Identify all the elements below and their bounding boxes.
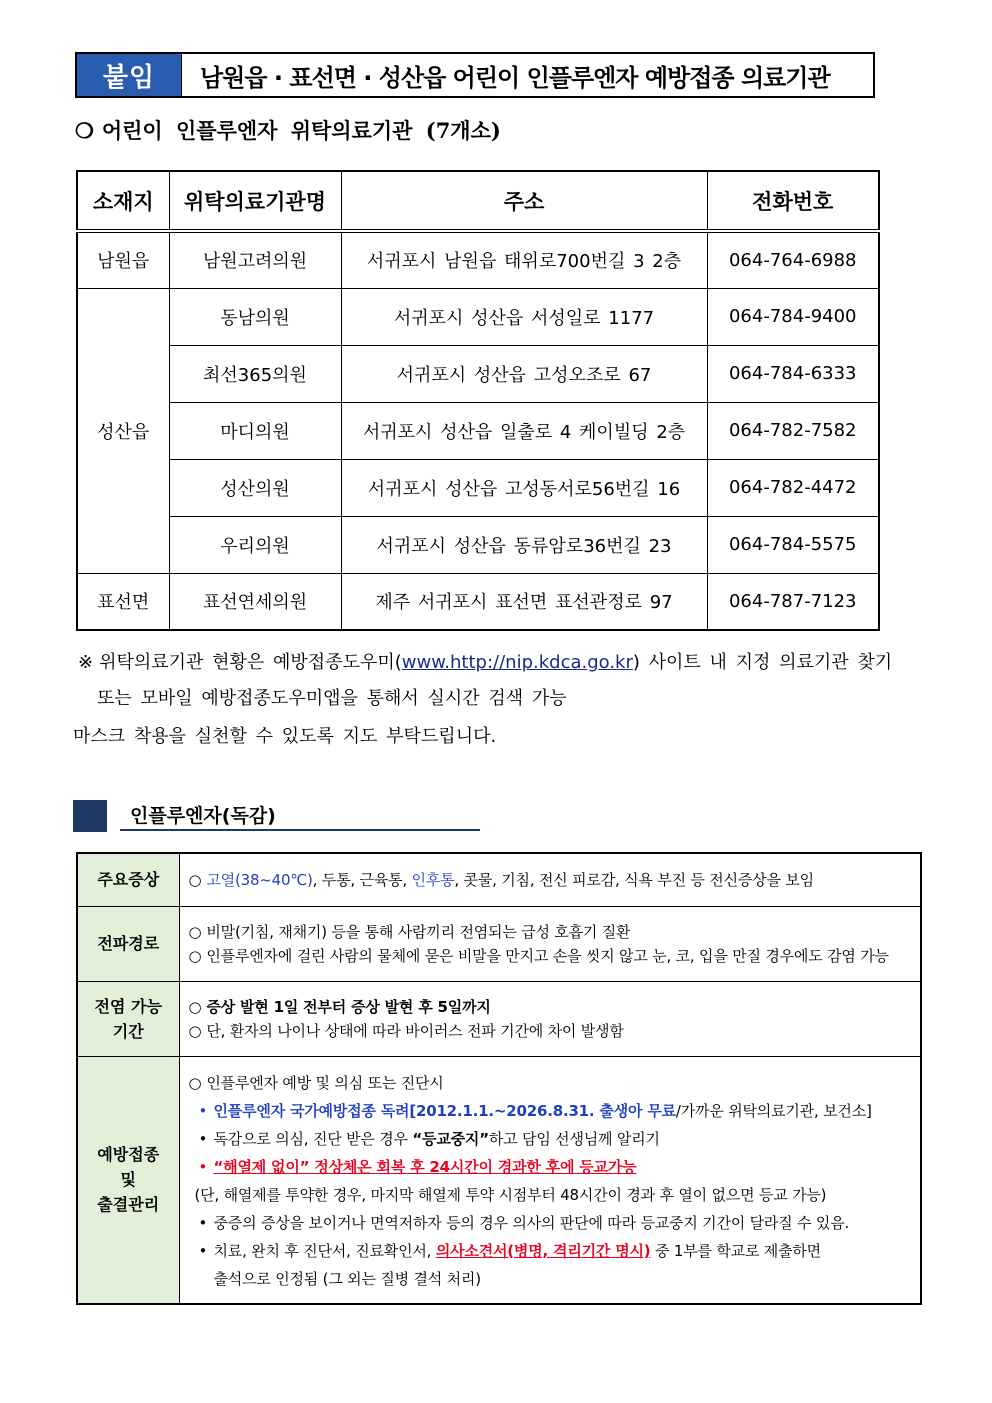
suspected-case-text: 하고 담임 선생님께 알리기	[488, 1129, 660, 1148]
clinic-address: 서귀포시 성산읍 일출로 4 케이빌딩 2층	[341, 402, 707, 459]
table-row	[77, 1056, 921, 1304]
suspected-case-text: 독감으로 의심, 진단 받은 경우	[213, 1129, 413, 1148]
row-label-symptoms: 주요증상	[77, 853, 179, 906]
vaccination-helper-link[interactable]: www.http://nip.kdca.go.kr	[401, 652, 633, 673]
table-row	[77, 906, 921, 981]
bullet-icon: •	[198, 1157, 208, 1176]
documents-text: 중 1부를 학교로 제출하면	[650, 1241, 821, 1260]
circle-bullet-icon: ○	[188, 922, 202, 941]
contagious-period-content	[179, 981, 921, 1056]
clinics-heading-text: 어린이 인플루엔자 위탁의료기관 (7개소)	[101, 118, 501, 143]
clinic-phone: 064-764-6988	[707, 231, 879, 288]
region-cell: 표선면	[77, 573, 169, 630]
transmission-text: 인플루엔자에 걸린 사람의 물체에 묻은 비말을 만지고 손을 씻지 않고 눈, 코, 입을 만질 경우에도 감염 가능	[206, 946, 889, 965]
symptoms-text: , 두통, 근육통,	[312, 871, 412, 890]
note-text-before-link: 위탁의료기관 현황은 예방접종도우미(	[99, 652, 402, 673]
clinic-phone: 064-782-4472	[707, 459, 879, 516]
prevention-intro-line	[189, 1069, 921, 1097]
contagious-period-line	[189, 1019, 921, 1043]
documents-text: 치료, 완치 후 진단서, 진료확인서,	[213, 1241, 436, 1260]
contagious-period-text: 증상 발현 1일 전부터 증상 발현 후 5일까지	[206, 997, 491, 1016]
section-circle-icon: ❍	[75, 118, 94, 143]
clinic-address: 서귀포시 성산읍 서성일로 1177	[341, 288, 707, 345]
sore-throat-highlight: 인후통	[411, 871, 455, 890]
mask-guidance-text: 마스크 착용을 실천할 수 있도록 지도 부탁드립니다.	[73, 726, 497, 747]
transmission-line	[189, 920, 921, 944]
note-text-after-link: ) 사이트 내 지정 의료기관 찾기	[632, 652, 893, 673]
label-line: 및	[120, 1170, 136, 1190]
clinic-name: 마디의원	[169, 402, 341, 459]
influenza-section-heading: 인플루엔자(독감)	[130, 805, 276, 827]
circle-bullet-icon: ○	[188, 871, 202, 890]
header-region: 소재지	[77, 171, 169, 231]
clinic-phone: 064-784-9400	[707, 288, 879, 345]
school-suspension-emphasis: “등교중지”	[412, 1129, 489, 1148]
documents-line	[199, 1237, 921, 1265]
label-line: 출결관리	[97, 1195, 160, 1215]
antipyretic-note: (단, 해열제를 투약한 경우, 마지막 해열제 투약 시점부터 48시간이 경과 후 열이 없으면 등교 가능)	[194, 1185, 827, 1204]
transmission-content	[179, 906, 921, 981]
table-row	[77, 573, 879, 630]
table-row	[77, 516, 879, 573]
prevention-intro-text: 인플루엔자 예방 및 의심 또는 진단시	[206, 1073, 444, 1092]
document-header	[75, 52, 875, 98]
label-line: 기간	[112, 1021, 144, 1041]
bullet-icon: •	[198, 1101, 208, 1120]
table-row	[77, 231, 879, 288]
circle-bullet-icon: ○	[188, 1073, 202, 1092]
clinic-address: 제주 서귀포시 표선면 표선관정로 97	[341, 573, 707, 630]
circle-bullet-icon: ○	[188, 1021, 202, 1040]
return-rule-line	[199, 1153, 921, 1181]
bullet-icon: •	[198, 1213, 208, 1232]
clinic-name: 성산의원	[169, 459, 341, 516]
row-label-prevention-attendance	[77, 1056, 179, 1304]
row-label-contagious-period	[77, 981, 179, 1056]
document-title: 남원읍 · 표선면 · 성산읍 어린이 인플루엔자 예방접종 의료기관	[200, 63, 830, 92]
clinics-section-heading	[75, 116, 501, 146]
influenza-info-table	[76, 852, 922, 1305]
clinic-phone: 064-782-7582	[707, 402, 879, 459]
clinic-table-header-row	[77, 171, 879, 231]
clinic-name: 표선연세의원	[169, 573, 341, 630]
severe-cases-line	[199, 1209, 921, 1237]
section-square-icon	[73, 800, 107, 832]
clinic-address: 서귀포시 성산읍 고성동서로56번길 16	[341, 459, 707, 516]
documents-continued: 출석으로 인정됨 (그 외는 질병 결석 처리)	[213, 1269, 481, 1288]
circle-bullet-icon: ○	[188, 997, 202, 1016]
label-line: 예방접종	[97, 1145, 160, 1165]
suspected-case-line	[199, 1125, 921, 1153]
clinic-address: 서귀포시 남원읍 태위로700번길 3 2층	[341, 231, 707, 288]
reference-note	[78, 651, 892, 675]
return-rule-text: “해열제 없이” 정상체온 회복 후 24시간이 경과한 후에 등교가능	[213, 1157, 637, 1176]
doctor-opinion-emphasis: 의사소견서(병명, 격리기간 명시)	[435, 1241, 651, 1260]
clinic-phone: 064-784-6333	[707, 345, 879, 402]
clinic-name: 남원고려의원	[169, 231, 341, 288]
prevention-attendance-content	[179, 1056, 921, 1304]
vaccination-emphasis: 인플루엔자 국가예방접종 독려[2012.1.1.~2026.8.31. 출생아 무료	[213, 1101, 676, 1120]
header-phone: 전화번호	[707, 171, 879, 231]
clinic-address: 서귀포시 성산읍 고성오조로 67	[341, 345, 707, 402]
region-cell: 남원읍	[77, 231, 169, 288]
section-heading-underline	[120, 829, 480, 831]
transmission-text: 비말(기침, 재채기) 등을 통해 사람끼리 전염되는 급성 호흡기 질환	[206, 922, 631, 941]
clinic-name: 최선365의원	[169, 345, 341, 402]
table-row	[77, 981, 921, 1056]
clinic-name: 동남의원	[169, 288, 341, 345]
vaccination-line	[199, 1097, 921, 1125]
clinic-phone: 064-787-7123	[707, 573, 879, 630]
symptoms-content	[179, 853, 921, 906]
clinic-address: 서귀포시 성산읍 동류암로36번길 23	[341, 516, 707, 573]
high-fever-highlight: 고열(38~40℃)	[206, 871, 313, 890]
reference-mark-icon: ※	[78, 652, 94, 673]
header-address: 주소	[341, 171, 707, 231]
symptoms-text: , 콧물, 기침, 전신 피로감, 식욕 부진 등 전신증상을 보임	[454, 871, 814, 890]
severe-cases-text: 중증의 증상을 보이거나 면역저하자 등의 경우 의사의 판단에 따라 등교중지 기간이 달라질 수 있음.	[213, 1213, 850, 1232]
clinic-table	[76, 170, 880, 631]
table-row	[77, 402, 879, 459]
clinic-name: 우리의원	[169, 516, 341, 573]
bullet-icon: •	[198, 1241, 208, 1260]
circle-bullet-icon: ○	[188, 946, 202, 965]
table-row	[77, 288, 879, 345]
label-line: 전염 가능	[94, 996, 162, 1016]
bullet-icon: •	[198, 1129, 208, 1148]
table-row	[77, 345, 879, 402]
clinic-phone: 064-784-5575	[707, 516, 879, 573]
reference-note-continued: 또는 모바일 예방접종도우미앱을 통해서 실시간 검색 가능	[97, 688, 567, 709]
row-label-transmission: 전파경로	[77, 906, 179, 981]
vaccination-rest: /가까운 위탁의료기관, 보건소]	[675, 1101, 872, 1120]
contagious-period-text: 단, 환자의 나이나 상태에 따라 바이러스 전파 기간에 차이 발생함	[206, 1021, 624, 1040]
contagious-period-line	[189, 995, 921, 1019]
header-clinic-name: 위탁의료기관명	[169, 171, 341, 231]
attachment-badge: 붙임	[77, 54, 182, 96]
table-row	[77, 459, 879, 516]
transmission-line	[189, 944, 921, 968]
table-row	[77, 853, 921, 906]
region-cell: 성산읍	[77, 288, 169, 573]
